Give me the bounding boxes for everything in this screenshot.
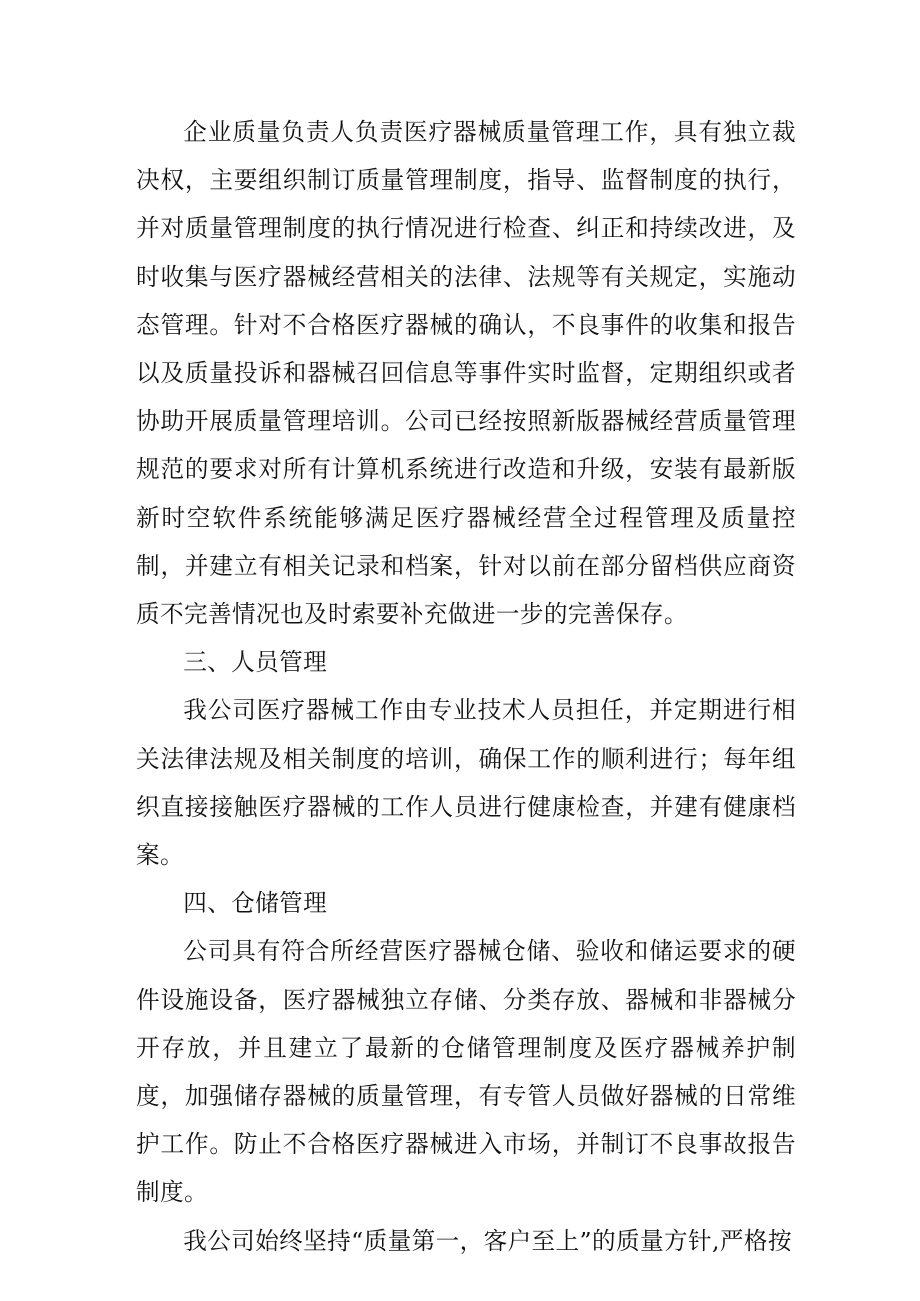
paragraph-storage: 公司具有符合所经营医疗器械仓储、验收和储运要求的硬件设施设备，医疗器械独立存储、分类存放、器械和非器械分开存放，并且建立了最新的仓储管理制度及医疗器械养护制度，加强储存器械的质量管理，有专管人员做好器械的日常维护工作。防止不合格医疗器械进入市场，并制订不良事故报告制度。 [136,937,796,1207]
paragraph-quality-responsibility: 企业质量负责人负责医疗器械质量管理工作，具有独立裁决权，主要组织制订质量管理制度，指导、监督制度的执行，并对质量管理制度的执行情况进行检查、纠正和持续改进，及时收集与医疗器械经营相关的法律、法规等有关规定，实施动态管理。针对不合格医疗器械的确认，不良事件的收集和报告以及质量投诉和器械召回信息等事件实时监督，定期组织或者协助开展质量管理培训。公司已经按照新版器械经营质量管理规范的要求对所有计算机系统进行改造和升级，安装有最新版新时空软件系统能够满足医疗器械经营全过程管理及质量控制，并建立有相关记录和档案，针对以前在部分留档供应商资质不完善情况也及时索要补充做进一步的完善保存。 [136,118,796,629]
document-page [136,108,796,1265]
paragraph-personnel: 我公司医疗器械工作由专业技术人员担任，并定期进行相关法律法规及相关制度的培训，确保工作的顺利进行；每年组织直接接触医疗器械的工作人员进行健康检查，并建有健康档案。 [136,696,796,870]
section-heading-personnel: 三、人员管理 [183,648,328,677]
section-heading-storage: 四、仓储管理 [183,889,328,918]
paragraph-quality-policy: 我公司始终坚持“质量第一，客户至上”的质量方针,严格按 [183,1226,792,1255]
